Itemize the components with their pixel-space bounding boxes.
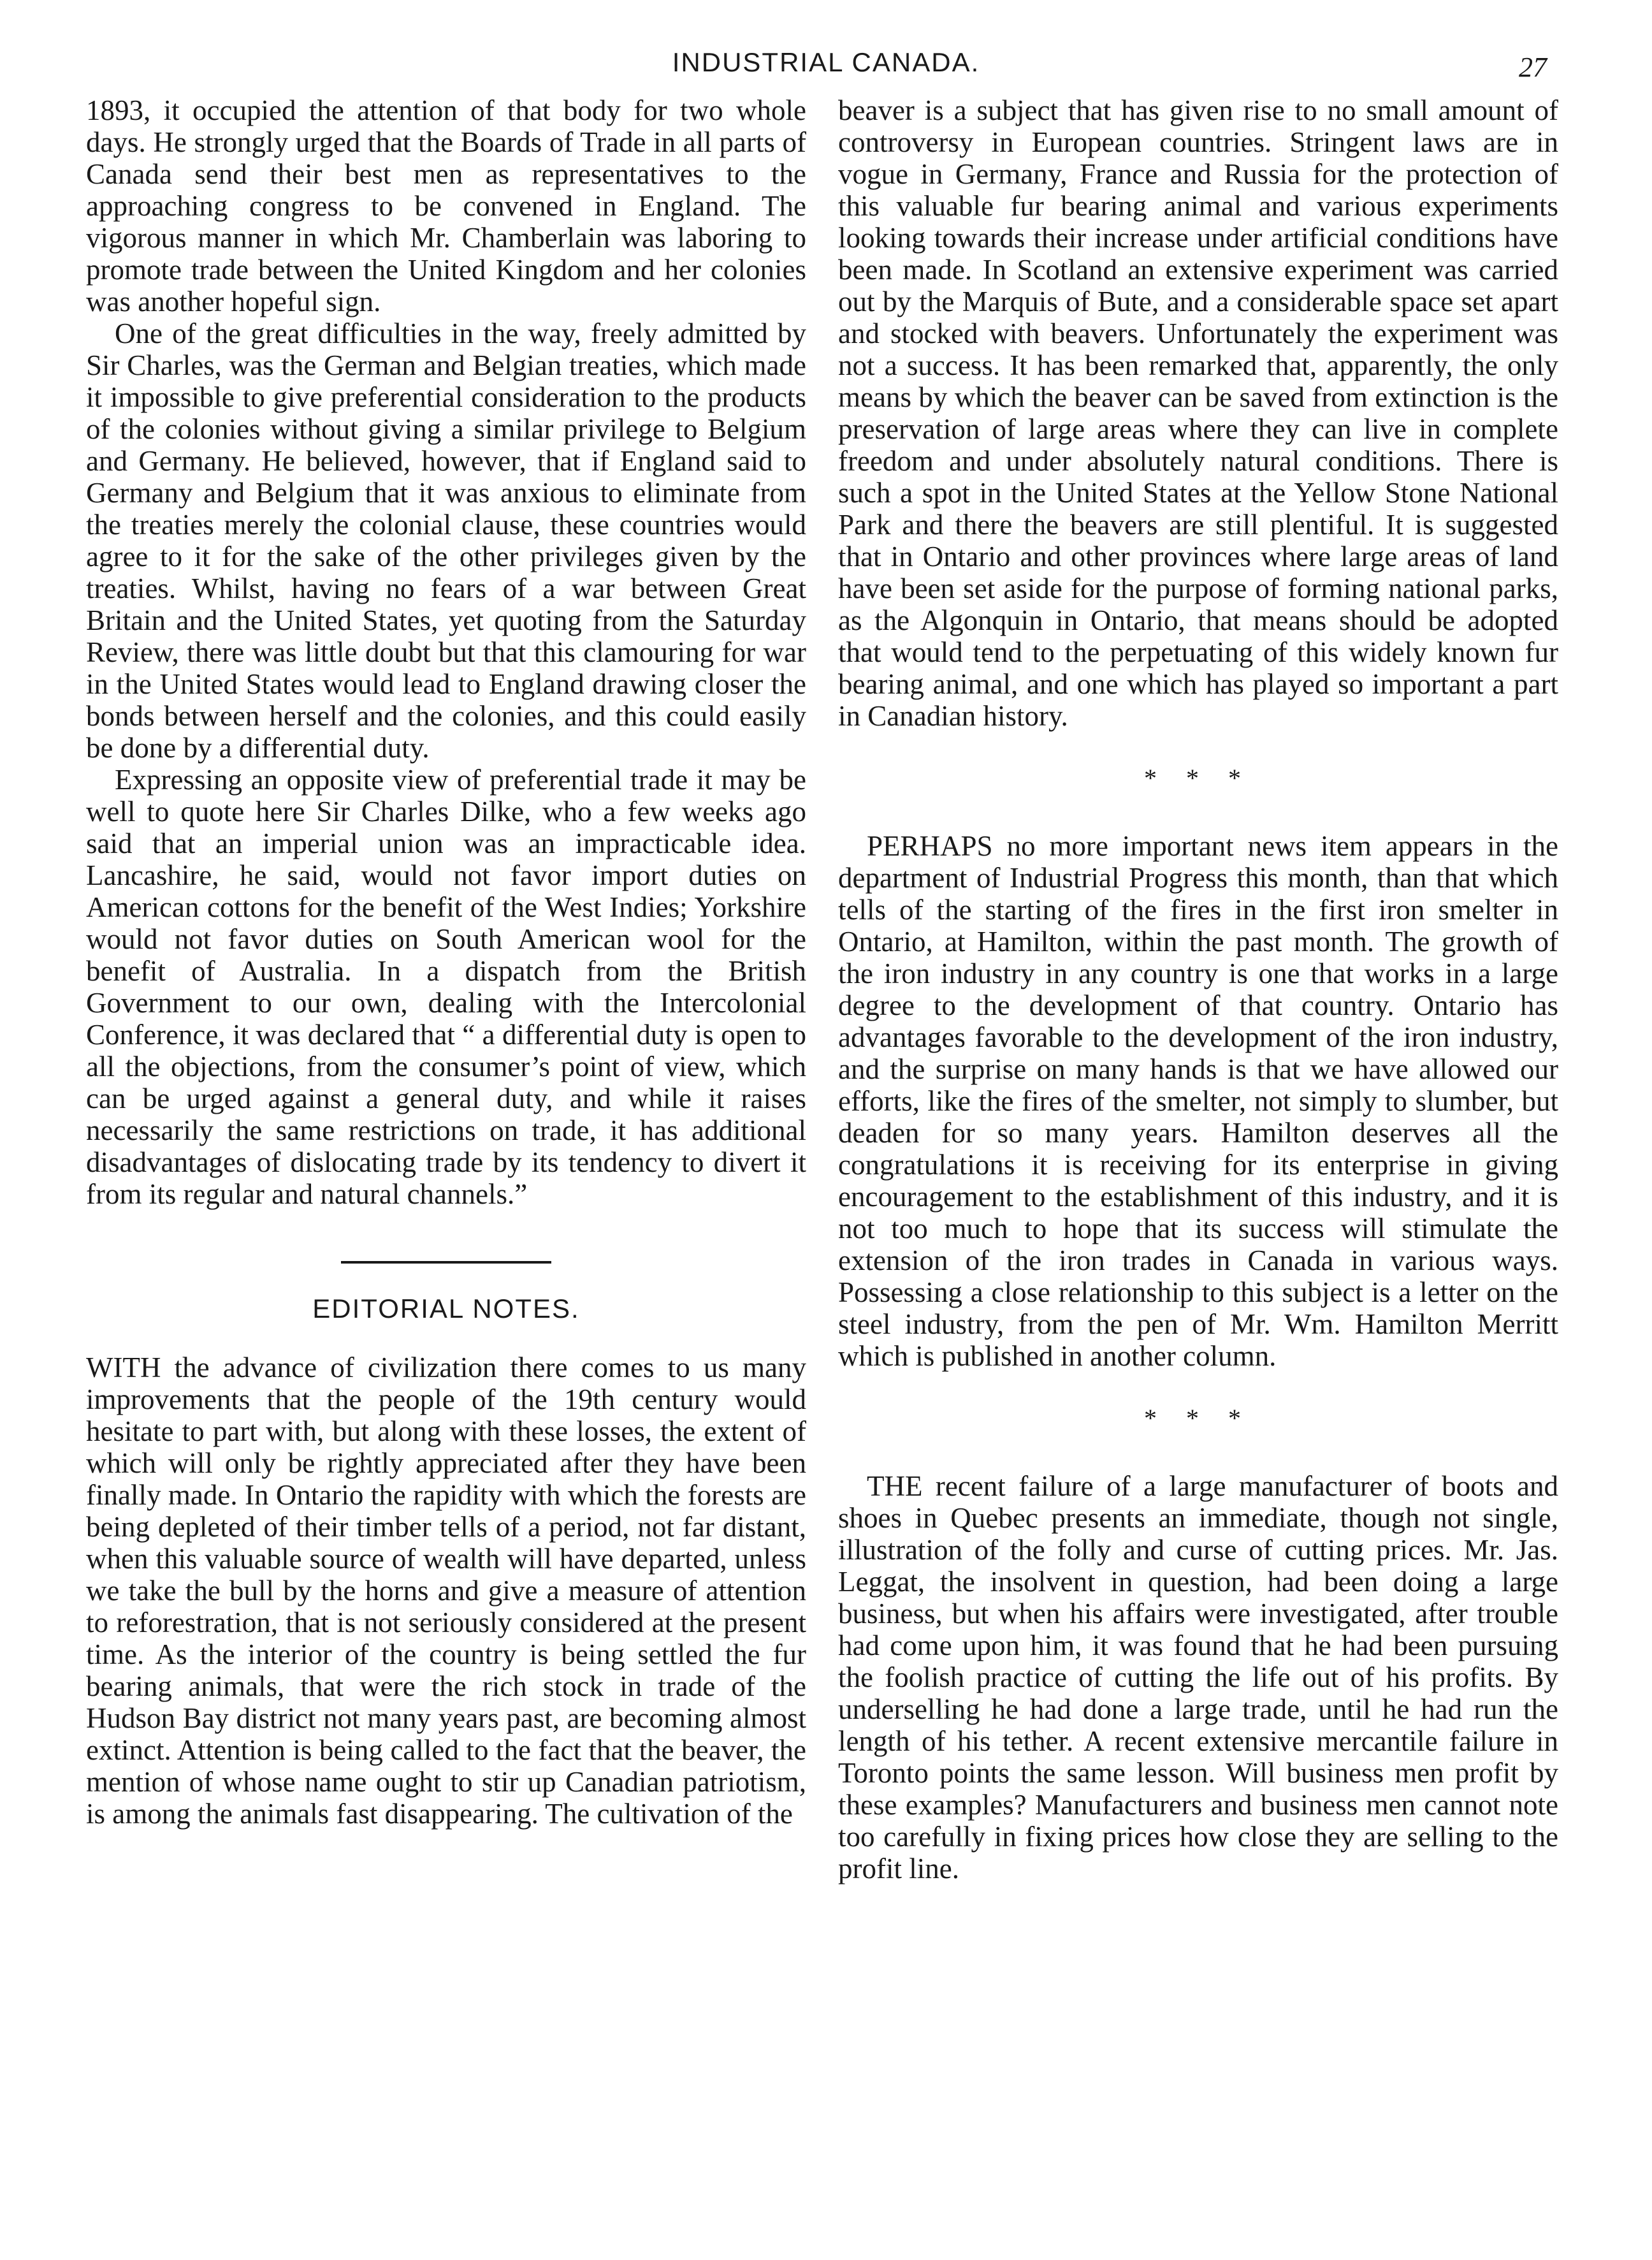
right-paragraph-2: [838, 830, 1558, 1372]
left-column: [86, 94, 806, 1830]
right-paragraph-3-lead: THE: [867, 1470, 923, 1502]
right-paragraph-3: [838, 1470, 1558, 1885]
editorial-notes-heading: EDITORIAL NOTES.: [312, 1294, 580, 1323]
right-column: [838, 94, 1558, 1885]
left-paragraph-3: Expressing an opposite view of preferential trade it may be well to quote here Sir Charles Dilke, who a few weeks ago said that an imperial union was an impracticable idea. Lancashire, he said, would not favor import duties on American cottons for the benefit of the West Indies; Yorkshire would not favor duties on South American wool for the benefit of Australia. In a dispatch from the British Government to our own, dealing with the Intercolonial Conference, it was declared that “ a differential duty is open to all the objections, from the consumer’s point of view, which can be urged against a general duty, and while it raises necessarily the same restrictions on trade, it has additional disadvantages of dislocating trade by its tendency to divert it from its regular and natural channels.”: [86, 764, 806, 1210]
editorial-paragraph: [86, 1352, 806, 1830]
asterism-divider-2: * * *: [1144, 1404, 1252, 1433]
page-header-title: INDUSTRIAL CANADA.: [672, 47, 980, 77]
left-paragraph-1: 1893, it occupied the attention of that body for two whole days. He strongly urged that the Boards of Trade in all parts of Canada send their best men as representatives to the approaching congress to be convened in England. The vigorous manner in which Mr. Chamberlain was laboring to promote trade between the United Kingdom and her colonies was another hopeful sign.: [86, 94, 806, 317]
right-paragraph-1: beaver is a subject that has given rise to no small amount of controversy in European countries. Stringent laws are in vogue in Germany, France and Russia for the protection of this valuable fur bearing animal and various experiments looking towards their increase under artificial conditions have been made. In Scotland an extensive experiment was carried out by the Marquis of Bute, and a considerable space set apart and stocked with beavers. Unfortunately the experiment was not a success. It has been remarked that, apparently, the only means by which the beaver can be saved from extinction is the preservation of large areas where they can live in complete freedom and under absolutely natural conditions. There is such a spot in the United States at the Yellow Stone National Park and there the beavers are still plentiful. It is suggested that in Ontario and other provinces where large areas of land have been set aside for the purpose of forming national parks, as the Algonquin in Ontario, that means should be adopted that would tend to the perpetuating of this widely known fur bearing animal, and one which has played so important a part in Canadian history.: [838, 94, 1558, 732]
asterism-divider-1: * * *: [1144, 764, 1252, 792]
right-paragraph-2-text: no more important news item appears in the department of Industrial Progress this month, than that which tells of the starting of the fires in the first iron smelter in Ontario, at Hamilton, within the past month. The growth of the iron industry in any country is one that works in a large degree to the development of that country. Ontario has advantages favorable to the development of the iron industry, and the surprise on many hands is that we have allowed our efforts, like the fires of the smelter, not simply to slumber, but deaden for so many years. Hamilton deserves all the congratulations it is receiving for its enterprise in giving encouragement to the establishment of this industry, and it is not too much to hope that its success will stimulate the extension of the iron trades in Canada in various ways. Possessing a close relationship to this subject is a letter on the steel industry, from the pen of Mr. Wm. Hamilton Merritt which is published in another column.: [838, 830, 1558, 1372]
editorial-lead-word: WITH: [86, 1352, 161, 1383]
left-paragraph-2: One of the great difficulties in the way, freely admitted by Sir Charles, was the German and Belgian treaties, which made it impossible to give preferential consideration to the products of the colonies without giving a similar privilege to Belgium and Germany. He believed, however, that if England said to Germany and Belgium that it was anxious to eliminate from the treaties merely the colonial clause, these countries would agree to it for the sake of the other privileges given by the treaties. Whilst, having no fears of a war between Great Britain and the United States, yet quoting from the Saturday Review, there was little doubt but that this clamouring for war in the United States would lead to England drawing closer the bonds between herself and the colonies, and this could easily be done by a differential duty.: [86, 317, 806, 764]
right-paragraph-3-text: recent failure of a large manufacturer of boots and shoes in Quebec presents an immediate, though not single, illustration of the folly and curse of cutting prices. Mr. Jas. Leggat, the insolvent in question, had been doing a large business, but when his affairs were investigated, after trouble had come upon him, it was found that he had been pursuing the foolish practice of cutting the life out of his profits. By underselling he had done a large trade, until he had run the length of his tether. A recent extensive mercantile failure in Toronto points the same lesson. Will business men profit by these examples? Manufacturers and business men cannot note too carefully in fixing prices how close they are selling to the profit line.: [838, 1470, 1558, 1885]
section-divider: [86, 1255, 806, 1280]
page-number: 27: [1519, 52, 1547, 83]
editorial-paragraph-text: the advance of civilization there comes to us many improvements that the people of the 19th century would hesitate to part with, but along with these losses, the extent of which will only be rightly appreciated after they have been finally made. In Ontario the rapidity with which the forests are being depleted of their timber tells of a period, not far distant, when this valuable source of wealth will have departed, unless we take the bull by the horns and give a measure of attention to reforestration, that is not seriously considered at the present time. As the interior of the country is being settled the fur bearing animals, that were the rich stock in trade of the Hudson Bay district not many years past, are becoming almost extinct. Attention is being called to the fact that the beaver, the mention of whose name ought to stir up Canadian patriotism, is among the animals fast disappearing. The cultivation of the: [86, 1352, 806, 1830]
right-paragraph-2-lead: PERHAPS: [867, 830, 993, 862]
